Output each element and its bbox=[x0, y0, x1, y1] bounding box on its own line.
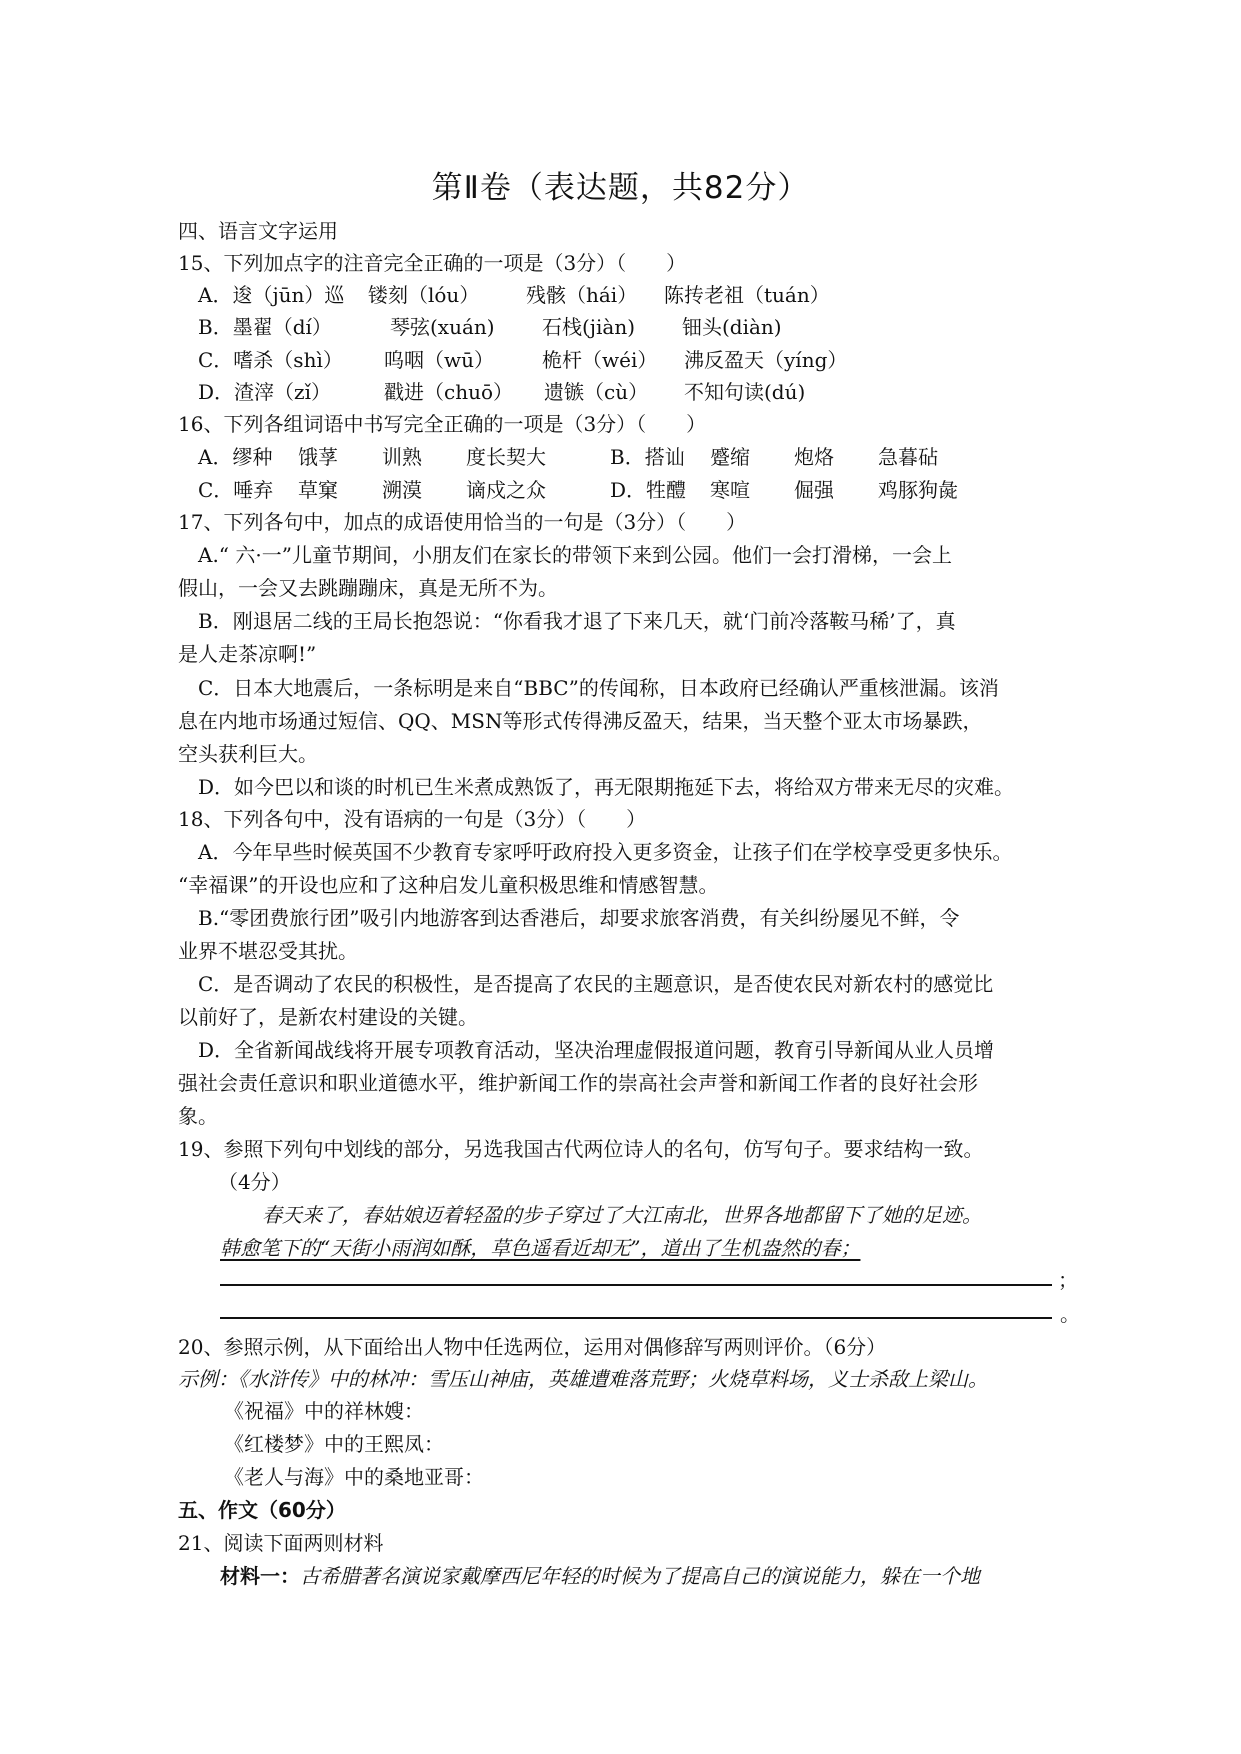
option-seg: D．渣滓（zǐ） bbox=[198, 380, 331, 404]
material-1-label: 材料一： bbox=[220, 1564, 300, 1588]
q20-stem: 20、参照示例，从下面给出人物中任选两位，运用对偶修辞写两则评价。（6分） bbox=[178, 1335, 887, 1359]
option-seg: 寒喧 bbox=[710, 478, 750, 502]
q17-line: 息在内地市场通过短信、QQ、MSN等形式传得沸反盈天，结果，当天整个亚太市场暴跌， bbox=[178, 709, 983, 733]
q16-row-1 bbox=[198, 445, 938, 469]
q20-item: 《祝福》中的祥林嫂： bbox=[224, 1399, 424, 1423]
q17-line: A.“ 六·一”儿童节期间，小朋友们在家长的带领下来到公园。他们一会打滑梯，一会上 bbox=[198, 543, 952, 567]
option-seg: 度长契大 bbox=[466, 445, 546, 469]
material-1-text: 古希腊著名演说家戴摩西尼年轻的时候为了提高自己的演说能力，躲在一个地 bbox=[300, 1564, 980, 1588]
option-seg: 镂刻（lóu） bbox=[368, 283, 480, 307]
option-seg: 桅杆（wéi） bbox=[542, 348, 658, 372]
q18-line: A．今年早些时候英国不少教育专家呼吁政府投入更多资金，让孩子们在学校享受更多快乐。 bbox=[198, 840, 1013, 864]
q18-line: B.“零团费旅行团”吸引内地游客到达香港后，却要求旅客消费，有关纠纷屡见不鲜，令 bbox=[198, 906, 960, 930]
option-seg: 训熟 bbox=[382, 445, 422, 469]
q16-stem: 16、下列各组词语中书写完全正确的一项是（3分）（ ） bbox=[178, 412, 707, 436]
q19-score: （4分） bbox=[218, 1170, 291, 1194]
q20-item: 《红楼梦》中的王熙凤： bbox=[224, 1432, 444, 1456]
option-seg: A．逡（jūn）巡 bbox=[198, 283, 345, 307]
q18-stem: 18、下列各句中，没有语病的一句是（3分）（ ） bbox=[178, 807, 647, 831]
q21-material-1 bbox=[220, 1564, 980, 1588]
q19-example-line-2: 韩愈笔下的“天街小雨润如酥，草色遥看近却无”，道出了生机盎然的春； bbox=[220, 1236, 861, 1260]
option-seg: 饿莩 bbox=[298, 445, 338, 469]
option-seg: C．唾弃 bbox=[198, 478, 274, 502]
q18-line: 以前好了，是新农村建设的关键。 bbox=[178, 1005, 478, 1029]
q20-example: 示例：《水浒传》中的林冲：雪压山神庙，英雄遭难落荒野；火烧草料场，义士杀敌上梁山。 bbox=[178, 1367, 988, 1391]
answer-blank-2[interactable] bbox=[220, 1317, 1052, 1319]
answer-blank-1[interactable] bbox=[220, 1284, 1052, 1286]
option-seg: 呜咽（wū） bbox=[384, 348, 494, 372]
q21-stem: 21、阅读下面两则材料 bbox=[178, 1531, 384, 1555]
q18-line: “幸福课”的开设也应和了这种启发儿童积极思维和情感智慧。 bbox=[178, 873, 719, 897]
option-seg: 倔强 bbox=[794, 478, 834, 502]
q15-stem: 15、下列加点字的注音完全正确的一项是（3分）（ ） bbox=[178, 251, 687, 275]
q19-example-line-1: 春天来了，春姑娘迈着轻盈的步子穿过了大江南北，世界各地都留下了她的足迹。 bbox=[262, 1203, 982, 1227]
q18-line: 象。 bbox=[178, 1104, 218, 1128]
option-seg: 蹙缩 bbox=[710, 445, 750, 469]
q20-item: 《老人与海》中的桑地亚哥： bbox=[224, 1465, 484, 1489]
option-seg: 戳进（chuō） bbox=[384, 380, 514, 404]
q16-row-2 bbox=[198, 478, 958, 502]
answer-blank-2-end: 。 bbox=[1060, 1302, 1080, 1326]
section-5-heading: 五、作文（60分） bbox=[178, 1498, 346, 1522]
section-title: 第Ⅱ卷（表达题，共82分） bbox=[431, 170, 810, 206]
option-seg: 谪戍之众 bbox=[466, 478, 546, 502]
q17-line: C．日本大地震后，一条标明是来自“BBC”的传闻称，日本政府已经确认严重核泄漏。该消 bbox=[198, 676, 999, 700]
q15-option-a bbox=[198, 283, 830, 307]
section-4-heading: 四、语言文字运用 bbox=[178, 219, 338, 243]
option-seg: 鸡豚狗彘 bbox=[878, 478, 958, 502]
answer-blank-1-end: ； bbox=[1058, 1268, 1078, 1292]
q19-stem: 19、参照下列句中划线的部分，另选我国古代两位诗人的名句，仿写句子。要求结构一致。 bbox=[178, 1137, 984, 1161]
q17-line: B．刚退居二线的王局长抱怨说：“你看我才退了下来几天，就‘门前冷落鞍马稀’了，真 bbox=[198, 609, 956, 633]
q17-line: 假山，一会又去跳蹦蹦床，真是无所不为。 bbox=[178, 576, 558, 600]
q15-option-b bbox=[198, 315, 782, 339]
option-seg: 不知句读(dú) bbox=[684, 380, 806, 404]
option-seg: C．嗜杀（shì） bbox=[198, 348, 343, 372]
option-seg: D．牲醴 bbox=[610, 478, 687, 502]
option-seg: 草窠 bbox=[298, 478, 338, 502]
option-seg: 琴弦(xuán) bbox=[390, 315, 495, 339]
q15-option-c bbox=[198, 348, 847, 372]
q17-stem: 17、下列各句中，加点的成语使用恰当的一句是（3分）（ ） bbox=[178, 510, 747, 534]
q18-line: C．是否调动了农民的积极性，是否提高了农民的主题意识，是否使农民对新农村的感觉比 bbox=[198, 972, 994, 996]
option-seg: 遗镞（cù） bbox=[544, 380, 649, 404]
q18-line: 业界不堪忍受其扰。 bbox=[178, 939, 358, 963]
option-seg: 炮烙 bbox=[794, 445, 834, 469]
q17-line: D．如今巴以和谈的时机已生米煮成熟饭了，再无限期拖延下去，将给双方带来无尽的灾难。 bbox=[198, 775, 1015, 799]
option-seg: B．搭讪 bbox=[610, 445, 685, 469]
option-seg: 钿头(diàn) bbox=[682, 315, 782, 339]
q15-option-d bbox=[198, 380, 805, 404]
option-seg: B．墨翟（dí） bbox=[198, 315, 332, 339]
option-seg: 溯漠 bbox=[382, 478, 422, 502]
option-seg: 残骸（hái） bbox=[526, 283, 638, 307]
q17-line: 是人走茶凉啊!” bbox=[178, 642, 317, 666]
q17-line: 空头获利巨大。 bbox=[178, 742, 318, 766]
option-seg: 石栈(jiàn) bbox=[542, 315, 636, 339]
option-seg: 急暮砧 bbox=[878, 445, 938, 469]
option-seg: 陈抟老祖（tuán） bbox=[664, 283, 830, 307]
q18-line: 强社会责任意识和职业道德水平，维护新闻工作的崇高社会声誉和新闻工作者的良好社会形 bbox=[178, 1071, 978, 1095]
q18-line: D．全省新闻战线将开展专项教育活动，坚决治理虚假报道问题，教育引导新闻从业人员增 bbox=[198, 1038, 995, 1062]
option-seg: A．缪种 bbox=[198, 445, 273, 469]
option-seg: 沸反盈天（yíng） bbox=[684, 348, 848, 372]
